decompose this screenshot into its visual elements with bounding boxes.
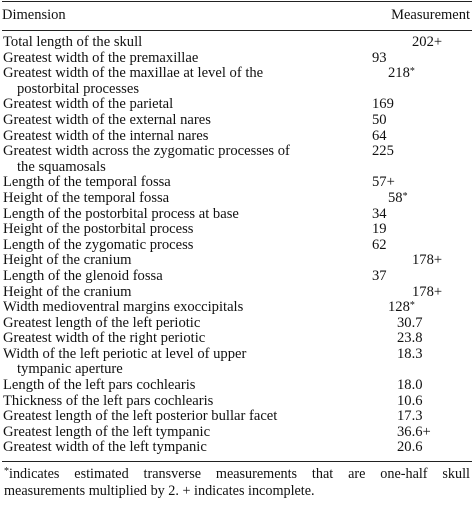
measurement-value: 18.0 <box>397 377 423 394</box>
dimension-cell <box>2 378 372 394</box>
dimension-cell <box>2 269 372 285</box>
measurement-cell <box>372 129 472 145</box>
measurement-value-wrap <box>372 97 442 113</box>
dimension-cell <box>2 409 372 425</box>
dimension-label: Length of the postorbital process at base <box>3 205 239 222</box>
dimension-label: Height of the postorbital process <box>3 221 194 238</box>
measurement-value: 36.6+ <box>397 423 431 440</box>
table-body <box>2 31 472 462</box>
measurement-value: 19 <box>372 221 387 238</box>
table-row <box>2 191 472 207</box>
estimate-marker: * <box>409 66 415 78</box>
table-row <box>2 97 472 113</box>
measurement-value-wrap <box>372 222 442 238</box>
measurement-cell <box>372 378 472 394</box>
measurement-cell <box>372 113 472 129</box>
measurement-cell <box>372 394 472 410</box>
measurement-cell <box>372 285 472 301</box>
footnote-text: indicates estimated transverse measurements that are one-half skull measurements multiplied by 2. + indicates incomplete. <box>4 466 470 499</box>
measurement-value: 20.6 <box>397 439 423 456</box>
measurement-value: 18.3 <box>397 345 423 362</box>
dimension-cell <box>2 394 372 410</box>
measurement-value-wrap <box>372 207 442 223</box>
measurement-value-wrap <box>372 440 467 456</box>
measurement-value-wrap <box>372 300 458 316</box>
measurement-cell <box>372 347 472 378</box>
measurement-cell <box>372 316 472 332</box>
dimension-label-continued: postorbital processes <box>17 80 139 97</box>
table-row <box>2 222 472 238</box>
header-row <box>2 2 472 31</box>
header-measurement: Measurement <box>391 7 470 23</box>
measurement-value: 23.8 <box>397 330 423 347</box>
measurement-value-wrap <box>372 175 442 191</box>
measurement-value: 58 <box>388 189 403 206</box>
table-row <box>2 300 472 316</box>
measurement-value-wrap <box>372 238 442 254</box>
dimension-cell <box>2 51 372 67</box>
dimension-label: Greatest width of the right periotic <box>3 330 206 347</box>
table-row <box>2 347 472 378</box>
dimension-label: Greatest width of the left tympanic <box>3 439 207 456</box>
measurement-value-wrap <box>372 253 474 269</box>
dimension-cell <box>2 331 372 347</box>
measurement-cell <box>372 222 472 238</box>
dimension-cell <box>2 425 372 441</box>
measurement-value-wrap <box>372 409 467 425</box>
measurement-value-wrap <box>372 113 442 129</box>
dimension-label: Greatest width of the premaxillae <box>3 49 199 66</box>
dimension-label: Total length of the skull <box>3 34 143 50</box>
measurement-value: 218 <box>388 65 410 82</box>
dimension-cell <box>2 222 372 238</box>
dimension-label: Greatest length of the left tympanic <box>3 423 211 440</box>
dimension-label: Greatest width of the external nares <box>3 111 211 128</box>
estimate-marker: * <box>402 190 408 202</box>
measurement-cell <box>372 409 472 425</box>
footnote <box>2 462 472 499</box>
table-row <box>2 253 472 269</box>
measurement-value: 169 <box>372 96 394 113</box>
measurement-value-wrap <box>372 129 442 145</box>
measurement-value-wrap <box>372 191 458 207</box>
dimension-label: Length of the zygomatic process <box>3 236 194 253</box>
dimension-label: Length of the temporal fossa <box>3 174 171 191</box>
table-row <box>2 144 472 175</box>
table-row <box>2 316 472 332</box>
measurement-cell <box>372 35 472 51</box>
measurement-value-wrap <box>372 347 467 363</box>
measurement-value-wrap <box>372 425 467 441</box>
table-row <box>2 269 472 285</box>
measurement-cell <box>372 300 472 316</box>
measurement-value: 128 <box>388 299 410 316</box>
dimension-cell <box>2 316 372 332</box>
dimension-label: Width medioventral margins exoccipitals <box>3 299 244 316</box>
dimension-cell <box>2 144 372 175</box>
table-row <box>2 129 472 145</box>
measurement-value-wrap <box>372 35 474 51</box>
table-row <box>2 175 472 191</box>
measurement-value-wrap <box>372 66 458 82</box>
dimension-cell <box>2 207 372 223</box>
table-row <box>2 51 472 67</box>
measurement-value: 37 <box>372 267 387 284</box>
measurement-cell <box>372 269 472 285</box>
dimension-label: Height of the temporal fossa <box>3 189 170 206</box>
dimension-label: Width of the left periotic at level of upper <box>3 345 247 362</box>
table-row <box>2 394 472 410</box>
table-row <box>2 238 472 254</box>
measurement-value-wrap <box>372 316 467 332</box>
measurement-value: 10.6 <box>397 392 423 409</box>
measurement-value-wrap <box>372 378 467 394</box>
measurement-value-wrap <box>372 51 442 67</box>
measurement-value-wrap <box>372 285 474 301</box>
measurement-table-page <box>0 1 474 515</box>
dimension-label: Length of the glenoid fossa <box>3 267 163 284</box>
dimension-label-continued: the squamosals <box>17 158 106 175</box>
measurement-value: 178+ <box>412 252 443 269</box>
measurement-cell <box>372 207 472 223</box>
dimension-label: Greatest length of the left periotic <box>3 314 201 331</box>
table-row <box>2 207 472 223</box>
header-dimension: Dimension <box>2 7 66 23</box>
dimension-cell <box>2 440 372 456</box>
measurement-value: 225 <box>372 143 394 160</box>
dimension-cell <box>2 129 372 145</box>
measurement-value: 62 <box>372 236 387 253</box>
measurement-cell <box>372 51 472 67</box>
dimension-label: Greatest length of the left posterior bullar facet <box>3 408 278 425</box>
dimension-label: Length of the left pars cochlearis <box>3 377 196 394</box>
dimension-label-continued: tympanic aperture <box>17 361 123 378</box>
dimension-cell <box>2 175 372 191</box>
measurement-value-wrap <box>372 394 467 410</box>
measurement-value: 17.3 <box>397 408 423 425</box>
table-row <box>2 66 472 97</box>
table-row <box>2 409 472 425</box>
dimension-label: Height of the cranium <box>3 283 132 300</box>
measurement-cell <box>372 175 472 191</box>
dimension-label: Greatest width of the parietal <box>3 96 174 113</box>
dimension-cell <box>2 253 372 269</box>
measurement-value: 57+ <box>372 174 395 191</box>
estimate-marker: * <box>409 300 415 312</box>
measurement-cell <box>372 66 472 97</box>
measurement-value: 178+ <box>412 283 443 300</box>
measurement-cell <box>372 238 472 254</box>
dimension-cell <box>2 300 372 316</box>
measurement-value: 30.7 <box>397 314 423 331</box>
dimension-cell <box>2 347 372 378</box>
measurement-value: 34 <box>372 205 387 222</box>
table-row <box>2 378 472 394</box>
measurement-value: 50 <box>372 111 387 128</box>
table-row <box>2 113 472 129</box>
table-row <box>2 35 472 51</box>
footnote-marker: * <box>4 466 9 478</box>
table-row <box>2 440 472 456</box>
dimension-cell <box>2 35 372 51</box>
dimension-cell <box>2 238 372 254</box>
measurement-value: 202+ <box>412 34 443 50</box>
measurement-value: 93 <box>372 49 387 66</box>
measurement-cell <box>372 253 472 269</box>
measurement-value: 64 <box>372 127 387 144</box>
dimension-label: Greatest width of the maxillae at level of the <box>3 65 264 82</box>
dimension-label: Greatest width of the internal nares <box>3 127 209 144</box>
dimension-cell <box>2 97 372 113</box>
measurement-cell <box>372 144 472 175</box>
dimension-cell <box>2 191 372 207</box>
table-row <box>2 425 472 441</box>
measurement-value-wrap <box>372 144 442 160</box>
measurement-value-wrap <box>372 331 467 347</box>
dimension-label: Height of the cranium <box>3 252 132 269</box>
dimension-label: Greatest width across the zygomatic processes of <box>3 143 290 160</box>
dimension-cell <box>2 66 372 97</box>
measurement-cell <box>372 191 472 207</box>
measurement-cell <box>372 97 472 113</box>
table-row <box>2 331 472 347</box>
measurement-cell <box>372 425 472 441</box>
measurement-cell <box>372 440 472 456</box>
dimension-cell <box>2 285 372 301</box>
measurement-table <box>2 2 472 461</box>
dimension-cell <box>2 113 372 129</box>
dimension-label: Thickness of the left pars cochlearis <box>3 392 214 409</box>
measurement-value-wrap <box>372 269 442 285</box>
measurement-cell <box>372 331 472 347</box>
table-row <box>2 285 472 301</box>
